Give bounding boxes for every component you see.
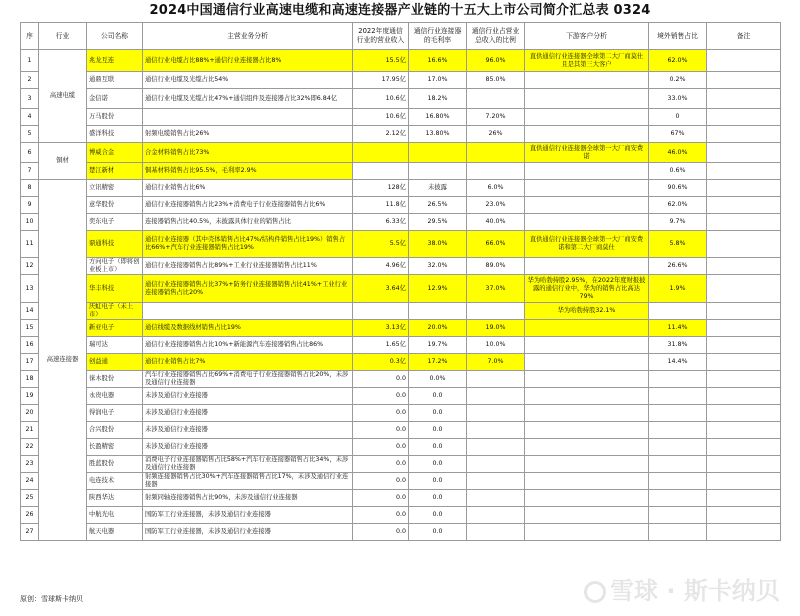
cell-overseas: 67% [649, 126, 707, 143]
cell-note [707, 50, 781, 72]
cell-overseas: 0 [649, 109, 707, 126]
table-row [21, 490, 781, 507]
table-row [21, 473, 781, 490]
cell-revenue: 10.6亿 [353, 109, 409, 126]
cell-no: 26 [21, 507, 39, 524]
cell-no: 17 [21, 354, 39, 371]
cell-company: 楚江新材 [87, 163, 143, 180]
cell-ratio: 96.0% [467, 50, 525, 72]
cell-overseas: 11.4% [649, 320, 707, 337]
cell-company: 陕西华达 [87, 490, 143, 507]
cell-business: 射频电缆销售占比26% [143, 126, 353, 143]
header-company: 公司名称 [87, 23, 143, 50]
cell-customer [525, 89, 649, 109]
cell-customer [525, 197, 649, 214]
cell-note [707, 163, 781, 180]
cell-note [707, 180, 781, 197]
cell-business: 未涉及通信行业连接器 [143, 405, 353, 422]
cell-customer [525, 354, 649, 371]
cell-no: 21 [21, 422, 39, 439]
cell-customer: 直供通信行业连接器全球第一大厂商安费诺和第二大厂商莫仕 [525, 231, 649, 258]
cell-company: 胜蓝股份 [87, 456, 143, 473]
cell-margin: 0.0 [409, 405, 467, 422]
cell-business: 通信行业连接器销售占比10%+新能源汽车连接器销售占比86% [143, 337, 353, 354]
cell-business: 未涉及通信行业连接器 [143, 388, 353, 405]
cell-customer [525, 371, 649, 388]
table-row [21, 258, 781, 275]
cell-overseas [649, 439, 707, 456]
cell-no: 1 [21, 50, 39, 72]
cell-overseas: 33.0% [649, 89, 707, 109]
header-no: 序 [21, 23, 39, 50]
cell-customer [525, 490, 649, 507]
cell-note [707, 109, 781, 126]
cell-overseas [649, 388, 707, 405]
table-row [21, 143, 781, 163]
header-revenue: 2022年度通信行业的营业收入 [353, 23, 409, 50]
snowball-logo-icon [584, 581, 606, 603]
cell-company: 立讯精密 [87, 180, 143, 197]
cell-revenue: 0.3亿 [353, 354, 409, 371]
cell-margin: 0.0 [409, 524, 467, 541]
cell-business [143, 109, 353, 126]
cell-overseas: 62.0% [649, 197, 707, 214]
cell-note [707, 422, 781, 439]
summary-table [20, 22, 781, 541]
cell-revenue [353, 143, 409, 163]
cell-ratio: 66.0% [467, 231, 525, 258]
cell-ratio: 7.0% [467, 354, 525, 371]
cell-overseas [649, 371, 707, 388]
header-customer: 下游客户分析 [525, 23, 649, 50]
table-row [21, 524, 781, 541]
cell-no: 23 [21, 456, 39, 473]
cell-note [707, 405, 781, 422]
cell-ratio [467, 473, 525, 490]
cell-customer [525, 72, 649, 89]
cell-overseas [649, 405, 707, 422]
cell-business: 通信行业电缆及光缆占比47%+通信组件及连接器占比32%即6.84亿 [143, 89, 353, 109]
cell-margin: 0.0 [409, 507, 467, 524]
cell-no: 9 [21, 197, 39, 214]
cell-margin: 0.0 [409, 422, 467, 439]
table-row [21, 275, 781, 303]
cell-margin: 0.0% [409, 371, 467, 388]
table-row [21, 214, 781, 231]
cell-company: 瑞可达 [87, 337, 143, 354]
cell-note [707, 337, 781, 354]
cell-overseas [649, 422, 707, 439]
cell-overseas [649, 507, 707, 524]
cell-company: 盛洋科技 [87, 126, 143, 143]
cell-business: 未涉及通信行业连接器 [143, 422, 353, 439]
cell-ratio: 23.0% [467, 197, 525, 214]
cell-overseas: 31.8% [649, 337, 707, 354]
cell-overseas [649, 473, 707, 490]
cell-overseas: 5.8% [649, 231, 707, 258]
cell-note [707, 143, 781, 163]
table-row [21, 320, 781, 337]
header-industry: 行业 [39, 23, 87, 50]
cell-ratio: 26% [467, 126, 525, 143]
cell-company: 创益通 [87, 354, 143, 371]
page-title: 2024中国通信行业高速电缆和高速连接器产业链的十五大上市公司简介汇总表 0324 [149, 3, 651, 18]
cell-company: 徕木股份 [87, 371, 143, 388]
cell-company: 合兴股份 [87, 422, 143, 439]
table-row [21, 507, 781, 524]
cell-no: 13 [21, 275, 39, 303]
cell-no: 16 [21, 337, 39, 354]
cell-margin: 17.2% [409, 354, 467, 371]
cell-ratio: 10.0% [467, 337, 525, 354]
cell-note [707, 89, 781, 109]
cell-note [707, 439, 781, 456]
table-row [21, 337, 781, 354]
cell-ratio: 85.0% [467, 72, 525, 89]
cell-company: 金信诺 [87, 89, 143, 109]
cell-no: 14 [21, 303, 39, 320]
cell-revenue: 4.96亿 [353, 258, 409, 275]
cell-margin [409, 303, 467, 320]
footer-source: 原创：雪球斯卡纳贝 [20, 595, 83, 603]
cell-no: 6 [21, 143, 39, 163]
cell-ratio: 40.0% [467, 214, 525, 231]
cell-revenue: 0.0 [353, 507, 409, 524]
cell-company: 中航光电 [87, 507, 143, 524]
cell-company: 电连技术 [87, 473, 143, 490]
cell-ratio [467, 490, 525, 507]
cell-no: 5 [21, 126, 39, 143]
cell-customer [525, 109, 649, 126]
cell-ratio [467, 507, 525, 524]
cell-business: 通信线缆及数据线材销售占比19% [143, 320, 353, 337]
cell-margin: 0.0 [409, 439, 467, 456]
cell-no: 20 [21, 405, 39, 422]
cell-note [707, 258, 781, 275]
table-row [21, 456, 781, 473]
cell-ratio [467, 303, 525, 320]
cell-business: 通信行业销售占比6% [143, 180, 353, 197]
cell-no: 2 [21, 72, 39, 89]
cell-company: 博威合金 [87, 143, 143, 163]
cell-margin: 19.7% [409, 337, 467, 354]
cell-customer [525, 439, 649, 456]
table-row [21, 388, 781, 405]
cell-margin: 17.0% [409, 72, 467, 89]
cell-note [707, 490, 781, 507]
cell-no: 19 [21, 388, 39, 405]
table-row [21, 50, 781, 72]
cell-no: 22 [21, 439, 39, 456]
cell-customer [525, 258, 649, 275]
cell-revenue: 0.0 [353, 490, 409, 507]
cell-ratio [467, 163, 525, 180]
cell-customer [525, 163, 649, 180]
table-row [21, 180, 781, 197]
cell-note [707, 507, 781, 524]
cell-revenue: 2.12亿 [353, 126, 409, 143]
cell-customer [525, 405, 649, 422]
cell-ratio [467, 439, 525, 456]
cell-business: 铜基材料销售占比95.5%，毛利率2.9% [143, 163, 353, 180]
cell-no: 15 [21, 320, 39, 337]
cell-margin: 12.9% [409, 275, 467, 303]
cell-company: 万马股份 [87, 109, 143, 126]
cell-customer: 直供通信行业连接器全球第二大厂商莫仕且是其第三大客户 [525, 50, 649, 72]
table-row [21, 72, 781, 89]
cell-ratio [467, 422, 525, 439]
cell-overseas: 0.2% [649, 72, 707, 89]
cell-business: 消费电子行业连接器销售占比58%+汽车行业连接器销售占比34%，未涉及通信行业连接器 [143, 456, 353, 473]
table-row [21, 231, 781, 258]
cell-margin: 32.0% [409, 258, 467, 275]
cell-margin: 13.80% [409, 126, 467, 143]
header-overseas: 境外销售占比 [649, 23, 707, 50]
cell-note [707, 473, 781, 490]
cell-revenue: 0.0 [353, 371, 409, 388]
cell-overseas [649, 524, 707, 541]
cell-company: 航天电器 [87, 524, 143, 541]
cell-business: 通信行业连接器（其中壳体销售占比47%/结构件销售占比19%）销售占比66%+汽车行业连接器销售占比19% [143, 231, 353, 258]
cell-margin: 18.2% [409, 89, 467, 109]
cell-margin: 未披露 [409, 180, 467, 197]
header-business: 主营业务分析 [143, 23, 353, 50]
cell-revenue: 3.13亿 [353, 320, 409, 337]
cell-overseas [649, 456, 707, 473]
cell-overseas: 90.6% [649, 180, 707, 197]
cell-customer [525, 214, 649, 231]
cell-overseas: 26.6% [649, 258, 707, 275]
cell-margin: 0.0 [409, 456, 467, 473]
cell-revenue: 15.5亿 [353, 50, 409, 72]
cell-ratio [467, 456, 525, 473]
cell-company: 华丰科技 [87, 275, 143, 303]
cell-margin: 16.80% [409, 109, 467, 126]
cell-overseas [649, 303, 707, 320]
cell-customer: 华为哈勃持股2.95%，在2022年度财报披露的通信行业中，华为的销售占比高达79% [525, 275, 649, 303]
cell-ratio [467, 371, 525, 388]
cell-note [707, 320, 781, 337]
cell-revenue: 0.0 [353, 439, 409, 456]
cell-overseas: 0.6% [649, 163, 707, 180]
cell-customer [525, 388, 649, 405]
cell-customer [525, 337, 649, 354]
cell-no: 24 [21, 473, 39, 490]
cell-ratio: 6.0% [467, 180, 525, 197]
cell-note [707, 197, 781, 214]
cell-business: 合金材料销售占比73% [143, 143, 353, 163]
cell-customer [525, 320, 649, 337]
table-row [21, 371, 781, 388]
cell-note [707, 275, 781, 303]
header-margin: 通信行业连接器的毛利率 [409, 23, 467, 50]
cell-no: 10 [21, 214, 39, 231]
cell-note [707, 354, 781, 371]
cell-business: 国防军工行业连接器，未涉及通信行业连接器 [143, 524, 353, 541]
table-row [21, 303, 781, 320]
header-note: 备注 [707, 23, 781, 50]
cell-revenue: 3.64亿 [353, 275, 409, 303]
cell-company: 庆虹电子（未上市） [87, 303, 143, 320]
cell-ratio [467, 388, 525, 405]
cell-no: 7 [21, 163, 39, 180]
cell-customer: 直供通信行业连接器全球第一大厂商安费诺 [525, 143, 649, 163]
cell-company: 新亚电子 [87, 320, 143, 337]
cell-business: 连接器销售占比40.5%，未披露具体行业的销售占比 [143, 214, 353, 231]
cell-note [707, 72, 781, 89]
cell-margin: 29.5% [409, 214, 467, 231]
cell-overseas: 14.4% [649, 354, 707, 371]
cell-business: 通信行业连接器销售占比37%+防务行业连接器销售占比41%+工业行业连接器销售占比20% [143, 275, 353, 303]
table-row [21, 197, 781, 214]
cell-customer [525, 180, 649, 197]
table-row [21, 89, 781, 109]
cell-no: 18 [21, 371, 39, 388]
cell-no: 27 [21, 524, 39, 541]
cell-revenue: 128亿 [353, 180, 409, 197]
cell-business: 通信行业电缆及光缆占比54% [143, 72, 353, 89]
cell-overseas: 1.9% [649, 275, 707, 303]
cell-revenue: 0.0 [353, 388, 409, 405]
cell-overseas: 9.7% [649, 214, 707, 231]
cell-revenue: 17.95亿 [353, 72, 409, 89]
cell-business: 国防军工行业连接器，未涉及通信行业连接器 [143, 507, 353, 524]
cell-ratio [467, 405, 525, 422]
cell-margin: 38.0% [409, 231, 467, 258]
cell-business: 通信行业连接器销售占比89%+工业行业连接器销售占比11% [143, 258, 353, 275]
cell-no: 11 [21, 231, 39, 258]
cell-business: 汽车行业连接器销售占比69%+消费电子行业连接器销售占比20%，未涉及通信行业连接器 [143, 371, 353, 388]
cell-customer [525, 126, 649, 143]
cell-company: 兆龙互连 [87, 50, 143, 72]
cell-note [707, 456, 781, 473]
cell-ratio: 7.20% [467, 109, 525, 126]
cell-company: 得润电子 [87, 405, 143, 422]
cell-note [707, 524, 781, 541]
cell-industry-group: 高速连接器 [39, 180, 87, 541]
cell-no: 4 [21, 109, 39, 126]
cell-margin: 20.0% [409, 320, 467, 337]
cell-margin: 26.5% [409, 197, 467, 214]
cell-overseas [649, 490, 707, 507]
cell-ratio: 19.0% [467, 320, 525, 337]
cell-note [707, 231, 781, 258]
cell-revenue: 0.0 [353, 405, 409, 422]
cell-ratio [467, 143, 525, 163]
cell-no: 3 [21, 89, 39, 109]
table-row [21, 439, 781, 456]
cell-business: 未涉及通信行业连接器 [143, 439, 353, 456]
cell-company: 意华股份 [87, 197, 143, 214]
cell-revenue: 11.8亿 [353, 197, 409, 214]
cell-industry-group: 高速电缆 [39, 50, 87, 143]
cell-revenue: 0.0 [353, 524, 409, 541]
cell-company: 鼎通科技 [87, 231, 143, 258]
cell-overseas: 62.0% [649, 50, 707, 72]
cell-business: 射频连接器销售占比30%+汽车连接器销售占比17%，未涉及通信行业连接器 [143, 473, 353, 490]
cell-business [143, 303, 353, 320]
header-row [21, 23, 781, 50]
cell-revenue: 0.0 [353, 422, 409, 439]
cell-ratio: 37.0% [467, 275, 525, 303]
cell-customer [525, 422, 649, 439]
cell-note [707, 126, 781, 143]
cell-business: 通信行业连接器销售占比23%+消费电子行业连接器销售占比6% [143, 197, 353, 214]
cell-revenue: 6.33亿 [353, 214, 409, 231]
cell-revenue: 10.6亿 [353, 89, 409, 109]
cell-no: 25 [21, 490, 39, 507]
cell-revenue: 0.0 [353, 456, 409, 473]
cell-revenue [353, 303, 409, 320]
cell-note [707, 371, 781, 388]
cell-business: 射频同轴连接器销售占比90%，未涉及通信行业连接器 [143, 490, 353, 507]
cell-overseas: 46.0% [649, 143, 707, 163]
cell-revenue [353, 163, 409, 180]
cell-customer [525, 456, 649, 473]
cell-company: 奕东电子 [87, 214, 143, 231]
table-row [21, 422, 781, 439]
table-row [21, 405, 781, 422]
cell-business: 通信行业销售占比7% [143, 354, 353, 371]
cell-no: 12 [21, 258, 39, 275]
cell-margin [409, 143, 467, 163]
cell-margin: 0.0 [409, 473, 467, 490]
cell-note [707, 303, 781, 320]
watermark: 雪球 · 斯卡纳贝 [584, 576, 780, 606]
cell-company: 方向电子（即将创业板上市） [87, 258, 143, 275]
cell-customer [525, 524, 649, 541]
cell-note [707, 214, 781, 231]
cell-revenue: 0.0 [353, 473, 409, 490]
cell-company: 通鼎互联 [87, 72, 143, 89]
cell-industry-group: 铜材 [39, 143, 87, 180]
cell-business: 通信行业电缆占比88%+通信行业连接器占比8% [143, 50, 353, 72]
cell-customer [525, 473, 649, 490]
table-row [21, 126, 781, 143]
cell-revenue: 1.65亿 [353, 337, 409, 354]
table-row [21, 163, 781, 180]
cell-revenue: 5.5亿 [353, 231, 409, 258]
cell-margin: 0.0 [409, 490, 467, 507]
cell-no: 8 [21, 180, 39, 197]
cell-customer: 华为哈勃持股32.1% [525, 303, 649, 320]
cell-margin: 0.0 [409, 388, 467, 405]
cell-company: 长盈精密 [87, 439, 143, 456]
table-row [21, 109, 781, 126]
table-row [21, 354, 781, 371]
cell-ratio [467, 524, 525, 541]
cell-company: 永贵电器 [87, 388, 143, 405]
cell-ratio: 89.0% [467, 258, 525, 275]
cell-margin: 16.6% [409, 50, 467, 72]
header-ratio: 通信行业占营业总收入的比例 [467, 23, 525, 50]
cell-ratio [467, 89, 525, 109]
cell-margin [409, 163, 467, 180]
cell-customer [525, 507, 649, 524]
cell-note [707, 388, 781, 405]
